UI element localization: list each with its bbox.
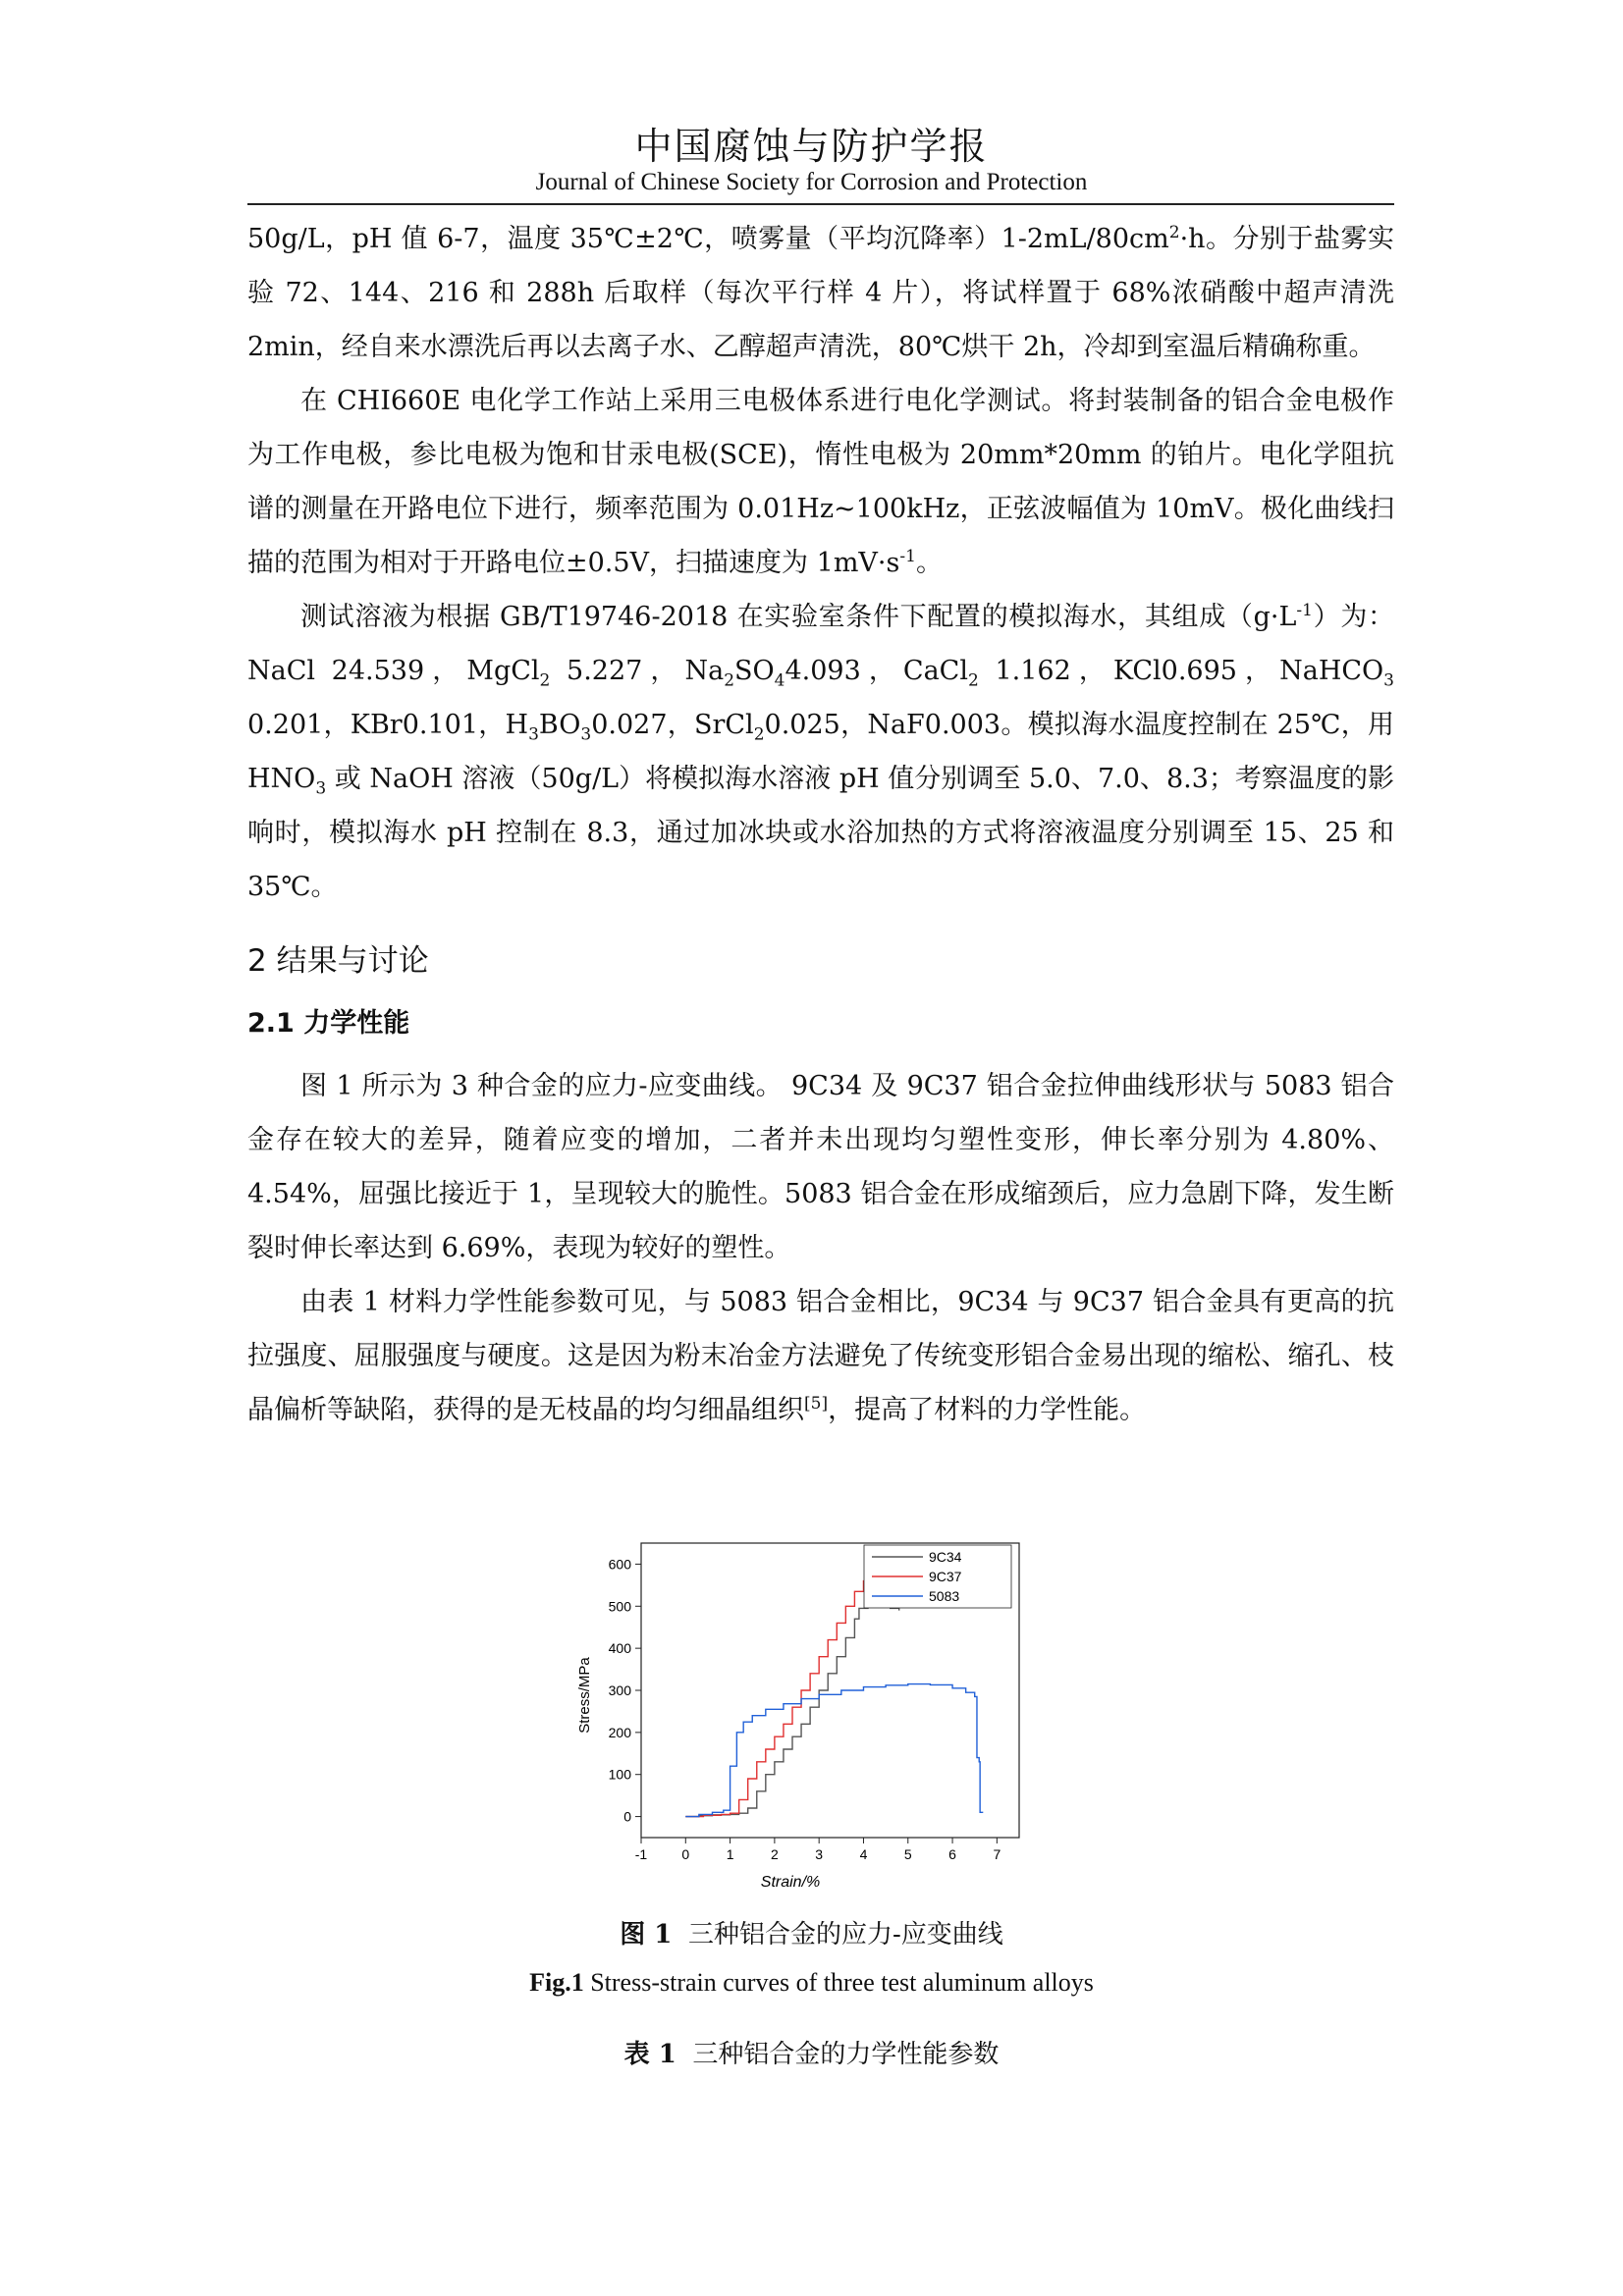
figure-caption-zh: 图 1 三种铝合金的应力-应变曲线 [620,1920,1003,1949]
section-heading-results: 2 结果与讨论 [247,943,429,979]
x-tick-label: 5 [903,1846,912,1862]
x-tick-label: 0 [681,1846,690,1862]
journal-title-zh: 中国腐蚀与防护学报 [634,125,989,168]
table-caption-zh: 表 1 三种铝合金的力学性能参数 [623,2040,1000,2069]
x-tick-label: 7 [993,1846,1001,1862]
x-tick-label: -1 [634,1846,648,1862]
header-rule [247,203,1394,205]
journal-title-en: Journal of Chinese Society for Corrosion and Protection [535,169,1088,195]
y-axis-label: Stress/MPa [576,1657,593,1734]
x-tick-label: 3 [815,1846,824,1862]
legend-label-9C34: 9C34 [929,1549,962,1565]
stress-strain-chart [550,1523,1041,1896]
y-tick-label: 200 [608,1724,631,1740]
y-tick-label: 600 [608,1556,631,1573]
paragraph-salt-spray: 50g/L，pH 值 6-7，温度 35℃±2℃，喷雾量（平均沉降率）$1-2mL/80cm^2\cdot h$。分别于盐雾实验 72、144、216 和 288h 后取样（每次平行样 4 片），将试样置于 68%浓硝酸中超声清洗 2min，经自来水漂洗后再以去离子水、乙醇超声清洗，80℃烘干 2h，冷却到室温后精确称重。 [247,223,1394,362]
y-tick-label: 500 [608,1598,631,1615]
y-tick-label: 400 [608,1640,631,1657]
x-tick-label: 1 [726,1846,734,1862]
paragraph-stress-strain: 图 1 所示为 3 种合金的应力-应变曲线。 9C34 及 9C37 铝合金拉伸曲线形状与 5083 铝合金存在较大的差异，随着应变的增加，二者并未出现均匀塑性变形，伸长率分别为 4.80%、4.54%，屈强比接近于 1，呈现较大的脆性。5083 铝合金在形成缩颈后，应力急剧下降，发生断裂时伸长率达到 6.69%，表现为较好的塑性。 [247,1071,1394,1263]
x-axis-label: Strain/% [760,1874,821,1891]
x-tick-label: 4 [859,1846,868,1862]
series-line-9C37 [685,1581,888,1817]
figure-caption-en: Fig.1 Stress-strain curves of three test aluminum alloys [529,1968,1094,1997]
y-tick-label: 0 [623,1808,631,1825]
paragraph-solution: 测试溶液为根据 GB/T19746-2018 在实验室条件下配置的模拟海水，其组成$(g\cdot L^{-1})$为：NaCl 24.539，MgCl$_2$ 5.227，$Na_2SO_44.093$，CaCl$_2$ 1.162，KCl0.695，NaHCO$_3$ 0.201，KBr0.101，$H_3BO_30.027$，SrCl$_2$0.025，NaF0.003。模拟海水温度控制在 25℃，用 $HNO_3$ 或 NaOH 溶液（50g/L）将模拟海水溶液 pH 值分别调至 5.0、7.0、8.3；考察温度的影响时，模拟海水 pH 控制在 8.3，通过加冰块或水浴加热的方式将溶液温度分别调至 15、25 和 35℃。 [247,601,1395,902]
body-text [247,212,1394,1437]
x-tick-label: 6 [948,1846,956,1862]
paragraph-electrochem: 在 CHI660E 电化学工作站上采用三电极体系进行电化学测试。将封装制备的铝合金电极作为工作电极，参比电极为饱和甘汞电极(SCE)，惰性电极为 20mm*20mm 的铂片。电化学阻抗谱的测量在开路电位下进行，频率范围为 0.01Hz~100kHz，正弦波幅值为 10mV。极化曲线扫描的范围为相对于开路电位±0.5V，扫描速度为 $1mV\cdot s^{-1}$。 [247,386,1394,578]
legend-label-5083: 5083 [929,1588,960,1604]
x-tick-label: 2 [770,1846,779,1862]
subsection-heading-mechanical: 2.1 力学性能 [247,1008,410,1039]
series-line-5083 [685,1684,983,1817]
paragraph-table-discussion: 由表 1 材料力学性能参数可见，与 5083 铝合金相比，9C34 与 9C37 铝合金具有更高的抗拉强度、屈服强度与硬度。这是因为粉末冶金方法避免了传统变形铝合金易出现的缩松、缩孔、枝晶偏析等缺陷，获得的是无枝晶的均匀细晶组织[5]，提高了材料的力学性能。 [247,1287,1394,1425]
legend-label-9C37: 9C37 [929,1569,962,1584]
y-tick-label: 300 [608,1682,631,1698]
stress-strain-figure [550,1523,1041,1896]
y-tick-label: 100 [608,1766,631,1783]
